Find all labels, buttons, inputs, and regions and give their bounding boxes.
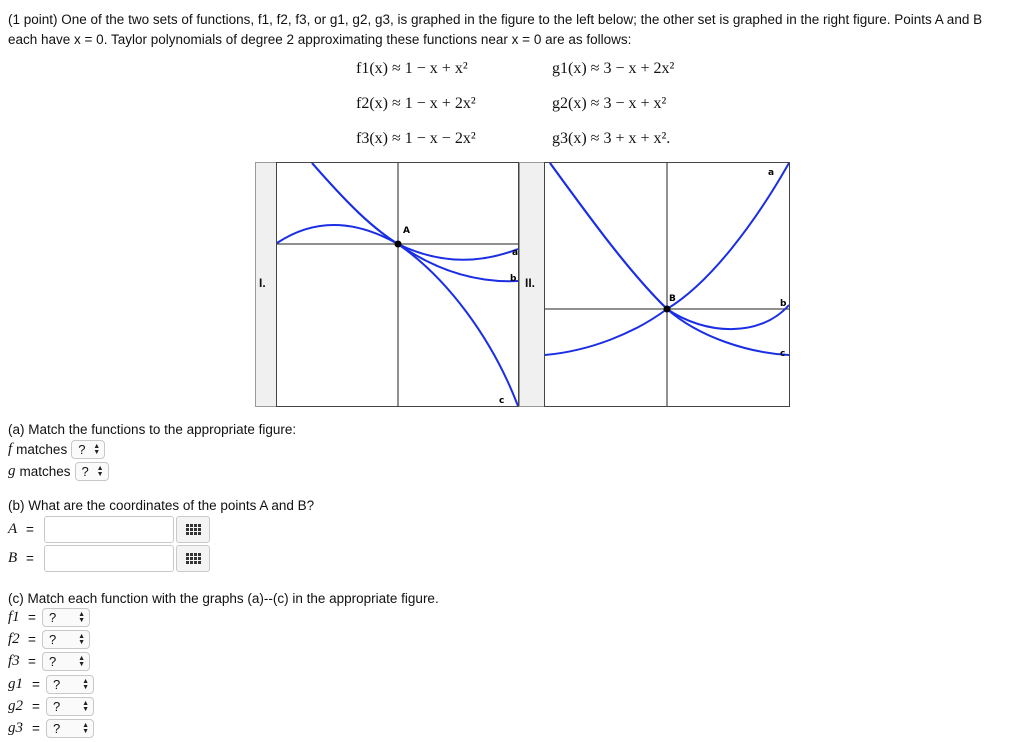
left-curve-c-label: c xyxy=(499,396,505,406)
equation-f1-rhs: 1 − x + x² xyxy=(404,60,468,77)
part-a-text-f: matches xyxy=(16,442,68,457)
equation-g2-rhs: 3 − x + x² xyxy=(603,95,667,112)
part-b-prompt: (b) What are the coordinates of the points A and B? xyxy=(8,498,315,513)
intro-line-1: (1 point) One of the two sets of functions, f1, f2, f3, or g1, g2, g3, is graphed in the figure to the left below; the other set is graphed in the right figure. Points A and B xyxy=(8,12,983,27)
figure-right-label: II. xyxy=(525,276,536,290)
equation-g2 xyxy=(552,95,666,113)
figure-left-label: I. xyxy=(259,276,266,290)
part-c-row-g3 xyxy=(8,719,94,738)
left-curve-c xyxy=(312,163,518,406)
right-curve-b xyxy=(550,163,789,329)
grid-icon xyxy=(186,524,201,535)
part-c-eq-f2: = xyxy=(28,632,36,647)
g1-graph-select[interactable] xyxy=(46,675,94,694)
point-a-equation-editor-button[interactable] xyxy=(176,516,210,543)
point-b-coordinates-input[interactable] xyxy=(44,545,174,572)
equation-f3-rhs: 1 − x − 2x² xyxy=(404,130,476,147)
point-a-label: A xyxy=(403,226,410,236)
part-c-row-g1 xyxy=(8,675,94,694)
point-b-marker xyxy=(664,306,671,313)
part-c-eq-g2: = xyxy=(32,699,40,714)
left-curve-b xyxy=(312,163,518,281)
select-arrows-icon: ▲ ▼ xyxy=(78,610,85,624)
g3-graph-select-value: ? xyxy=(53,721,61,736)
equation-f3-lhs: f3(x) ≈ xyxy=(356,130,401,147)
part-a-var-g: g xyxy=(8,463,16,479)
select-arrows-icon: ▲ ▼ xyxy=(96,464,104,478)
point-a-coordinates-input[interactable] xyxy=(44,516,174,543)
equation-g3-lhs: g3(x) ≈ xyxy=(552,130,600,147)
equation-f1-lhs: f1(x) ≈ xyxy=(356,60,401,77)
grid-icon xyxy=(186,553,201,564)
part-c-eq-f1: = xyxy=(28,610,36,625)
f2-graph-select[interactable] xyxy=(42,630,90,649)
equation-g3-rhs: 3 + x + x². xyxy=(603,130,671,147)
figure-left-graph xyxy=(276,162,519,407)
part-b-eq-b: = xyxy=(26,551,34,566)
figure-left-svg xyxy=(277,163,518,406)
point-b-label: B xyxy=(669,294,676,304)
f1-graph-select[interactable] xyxy=(42,608,90,627)
part-c-var-g1: g1 xyxy=(8,676,23,692)
g2-graph-select-value: ? xyxy=(53,699,61,714)
part-c-eq-g1: = xyxy=(32,677,40,692)
part-c-row-f2 xyxy=(8,630,90,649)
f3-graph-select[interactable] xyxy=(42,652,90,671)
equation-f3 xyxy=(356,130,476,148)
part-c-prompt: (c) Match each function with the graphs (a)--(c) in the appropriate figure. xyxy=(8,591,439,606)
part-c-row-f3 xyxy=(8,652,90,671)
part-b-eq-a: = xyxy=(26,522,34,537)
select-arrows-icon: ▲ ▼ xyxy=(82,699,89,713)
part-c-var-f1: f1 xyxy=(8,609,20,625)
part-b-var-a: A xyxy=(8,521,18,537)
part-c-eq-g3: = xyxy=(32,721,40,736)
part-b-row-a xyxy=(8,516,210,543)
equation-g2-lhs: g2(x) ≈ xyxy=(552,95,600,112)
g2-graph-select[interactable] xyxy=(46,697,94,716)
part-c-var-f3: f3 xyxy=(8,653,20,669)
intro-line-2: each have x = 0. Taylor polynomials of degree 2 approximating these functions near x = 0 are as follows: xyxy=(8,32,632,47)
right-curve-b-label: b xyxy=(780,299,787,309)
part-a-row-g xyxy=(8,462,109,481)
part-c-var-f2: f2 xyxy=(8,631,20,647)
f-figure-select-value: ? xyxy=(78,442,86,457)
right-curve-a xyxy=(550,163,789,309)
right-curve-c-label: c xyxy=(780,349,786,359)
f3-graph-select-value: ? xyxy=(49,654,57,669)
f2-graph-select-value: ? xyxy=(49,632,57,647)
g3-graph-select[interactable] xyxy=(46,719,94,738)
equation-f1 xyxy=(356,60,468,78)
select-arrows-icon: ▲ ▼ xyxy=(93,442,101,456)
equation-f2-rhs: 1 − x + 2x² xyxy=(404,95,476,112)
equation-g1-lhs: g1(x) ≈ xyxy=(552,60,600,77)
g-figure-select-value: ? xyxy=(81,464,89,479)
point-b-equation-editor-button[interactable] xyxy=(176,545,210,572)
figure-right-svg xyxy=(545,163,789,406)
part-c-var-g3: g3 xyxy=(8,720,23,736)
g1-graph-select-value: ? xyxy=(53,677,61,692)
equation-f2-lhs: f2(x) ≈ xyxy=(356,95,401,112)
part-b-var-b: B xyxy=(8,550,18,566)
select-arrows-icon: ▲ ▼ xyxy=(82,677,89,691)
f-figure-select[interactable] xyxy=(71,440,105,459)
part-c-var-g2: g2 xyxy=(8,698,23,714)
g-figure-select[interactable] xyxy=(75,462,109,481)
equation-g1 xyxy=(552,60,674,78)
right-curve-a-label: a xyxy=(768,168,775,178)
select-arrows-icon: ▲ ▼ xyxy=(82,721,89,735)
part-b-row-b xyxy=(8,545,210,572)
part-c-row-f1 xyxy=(8,608,90,627)
part-a-row-f xyxy=(8,440,105,459)
part-a-prompt: (a) Match the functions to the appropriate figure: xyxy=(8,422,297,437)
problem-intro xyxy=(8,10,1018,50)
part-c-row-g2 xyxy=(8,697,94,716)
point-a-marker xyxy=(395,241,402,248)
select-arrows-icon: ▲ ▼ xyxy=(78,632,85,646)
part-a-text-g: matches xyxy=(19,464,71,479)
equation-f2 xyxy=(356,95,476,113)
equation-g3 xyxy=(552,130,670,148)
equation-g1-rhs: 3 − x + 2x² xyxy=(603,60,675,77)
left-curve-a-label: a xyxy=(512,248,518,258)
part-a-var-f: f xyxy=(8,441,13,457)
part-c-eq-f3: = xyxy=(28,654,36,669)
left-curve-b-label: b xyxy=(510,274,517,284)
f1-graph-select-value: ? xyxy=(49,610,57,625)
select-arrows-icon: ▲ ▼ xyxy=(78,654,85,668)
figure-right-graph xyxy=(544,162,790,407)
